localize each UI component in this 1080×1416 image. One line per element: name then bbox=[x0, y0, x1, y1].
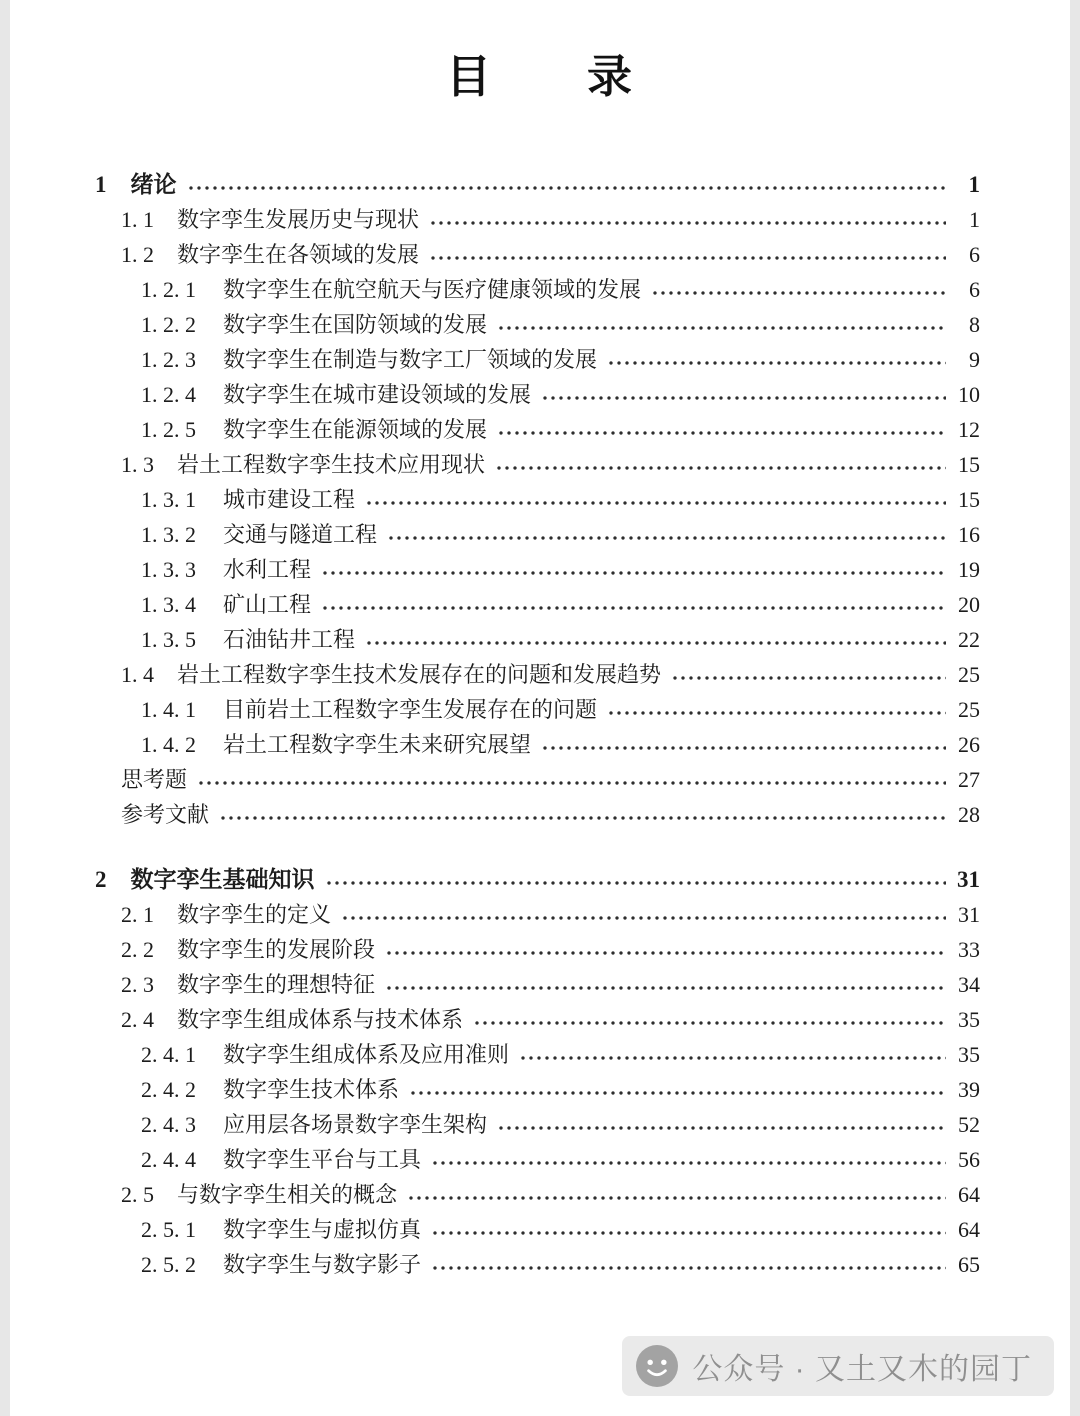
entry-title: 应用层各场景数字孪生架构 bbox=[223, 1112, 488, 1137]
entry-number: 2. 2 bbox=[121, 937, 154, 962]
entry-title: 思考题 bbox=[121, 767, 188, 792]
entry-title: 数字孪生在国防领域的发展 bbox=[223, 312, 488, 337]
document-page bbox=[10, 0, 1070, 1416]
entry-number: 2. 4. 1 bbox=[141, 1042, 196, 1067]
entry-title: 数字孪生的发展阶段 bbox=[177, 937, 376, 962]
dot-leader bbox=[321, 605, 946, 611]
entry-title: 交通与隧道工程 bbox=[223, 522, 378, 547]
toc-entry bbox=[95, 307, 980, 342]
entry-title: 岩土工程数字孪生技术发展存在的问题和发展趋势 bbox=[177, 662, 662, 687]
toc-entry bbox=[95, 237, 980, 272]
entry-title: 数字孪生基础知识 bbox=[130, 867, 315, 892]
dot-leader bbox=[431, 1265, 946, 1271]
entry-number: 1. 4. 1 bbox=[141, 697, 196, 722]
dot-leader bbox=[651, 290, 946, 296]
toc-entry bbox=[95, 692, 980, 727]
entry-page-number: 39 bbox=[958, 1077, 980, 1102]
toc-entry bbox=[95, 552, 980, 587]
toc-entry bbox=[95, 622, 980, 657]
entry-number: 1. 3. 4 bbox=[141, 592, 196, 617]
entry-number: 1. 3. 1 bbox=[141, 487, 196, 512]
entry-title: 数字孪生在能源领域的发展 bbox=[223, 417, 488, 442]
entry-title: 数字孪生发展历史与现状 bbox=[177, 207, 420, 232]
toc-entry bbox=[95, 1177, 980, 1212]
entry-page-number: 15 bbox=[958, 487, 980, 512]
entry-page-number: 56 bbox=[958, 1147, 980, 1172]
entry-number: 1. 2. 1 bbox=[141, 277, 196, 302]
entry-page-number: 6 bbox=[969, 277, 980, 302]
toc-entry bbox=[95, 862, 980, 897]
toc-entry bbox=[95, 412, 980, 447]
entry-page-number: 22 bbox=[958, 627, 980, 652]
dot-leader bbox=[607, 360, 946, 366]
entry-page-number: 1 bbox=[969, 207, 980, 232]
dot-leader bbox=[219, 815, 946, 821]
entry-number: 2. 4. 3 bbox=[141, 1112, 196, 1137]
entry-page-number: 28 bbox=[958, 802, 980, 827]
toc-list bbox=[10, 105, 1070, 1282]
dot-leader bbox=[497, 430, 946, 436]
entry-page-number: 19 bbox=[958, 557, 980, 582]
entry-page-number: 12 bbox=[958, 417, 980, 442]
entry-number: 1. 1 bbox=[121, 207, 154, 232]
page-title: 目 录 bbox=[445, 52, 634, 102]
entry-number: 2. 5. 2 bbox=[141, 1252, 196, 1277]
dot-leader bbox=[385, 950, 946, 956]
entry-page-number: 64 bbox=[958, 1217, 980, 1242]
entry-number: 1. 4 bbox=[121, 662, 154, 687]
toc-entry bbox=[95, 967, 980, 1002]
entry-title: 参考文献 bbox=[121, 802, 210, 827]
entry-number: 2. 4 bbox=[121, 1007, 154, 1032]
entry-page-number: 9 bbox=[969, 347, 980, 372]
dot-leader bbox=[429, 255, 946, 261]
toc-entry bbox=[95, 1142, 980, 1177]
toc-entry bbox=[95, 587, 980, 622]
toc-entry bbox=[95, 1107, 980, 1142]
dot-leader bbox=[341, 915, 946, 921]
toc-entry bbox=[95, 657, 980, 692]
toc-entry bbox=[95, 167, 980, 202]
dot-leader bbox=[197, 780, 946, 786]
toc-entry bbox=[95, 1072, 980, 1107]
dot-leader bbox=[671, 675, 946, 681]
dot-leader bbox=[541, 745, 946, 751]
toc-entry bbox=[95, 517, 980, 552]
watermark bbox=[622, 1336, 1054, 1396]
entry-number: 2. 5. 1 bbox=[141, 1217, 196, 1242]
entry-number: 2 bbox=[95, 867, 107, 892]
entry-page-number: 33 bbox=[958, 937, 980, 962]
toc-entry bbox=[95, 342, 980, 377]
entry-number: 1. 2. 5 bbox=[141, 417, 196, 442]
entry-title: 数字孪生在航空航天与医疗健康领域的发展 bbox=[223, 277, 642, 302]
entry-title: 数字孪生组成体系与技术体系 bbox=[177, 1007, 464, 1032]
entry-page-number: 8 bbox=[969, 312, 980, 337]
entry-number: 1. 2 bbox=[121, 242, 154, 267]
toc-entry bbox=[95, 727, 980, 762]
entry-number: 2. 4. 4 bbox=[141, 1147, 196, 1172]
dot-leader bbox=[607, 710, 946, 716]
entry-title: 矿山工程 bbox=[223, 592, 312, 617]
dot-leader bbox=[473, 1020, 946, 1026]
entry-number: 1. 2. 3 bbox=[141, 347, 196, 372]
watermark-text: 公众号 · 又土又木的园丁 bbox=[692, 1353, 1032, 1386]
entry-title: 数字孪生在制造与数字工厂领域的发展 bbox=[223, 347, 598, 372]
dot-leader bbox=[429, 220, 946, 226]
dot-leader bbox=[541, 395, 946, 401]
entry-title: 水利工程 bbox=[223, 557, 312, 582]
entry-page-number: 20 bbox=[958, 592, 980, 617]
entry-title: 与数字孪生相关的概念 bbox=[177, 1182, 398, 1207]
entry-number: 1. 3. 3 bbox=[141, 557, 196, 582]
entry-number: 1. 3 bbox=[121, 452, 154, 477]
entry-title: 数字孪生技术体系 bbox=[223, 1077, 400, 1102]
entry-title: 数字孪生与虚拟仿真 bbox=[223, 1217, 422, 1242]
entry-page-number: 35 bbox=[958, 1007, 980, 1032]
entry-title: 绪论 bbox=[130, 172, 177, 197]
entry-title: 目前岩土工程数字孪生发展存在的问题 bbox=[223, 697, 598, 722]
entry-number: 1. 3. 2 bbox=[141, 522, 196, 547]
wechat-official-account-icon bbox=[636, 1345, 678, 1387]
entry-page-number: 10 bbox=[958, 382, 980, 407]
entry-title: 数字孪生在城市建设领域的发展 bbox=[223, 382, 532, 407]
entry-title: 城市建设工程 bbox=[223, 487, 356, 512]
toc-entry bbox=[95, 377, 980, 412]
entry-number: 1 bbox=[95, 172, 107, 197]
entry-page-number: 6 bbox=[969, 242, 980, 267]
entry-page-number: 15 bbox=[958, 452, 980, 477]
dot-leader bbox=[365, 500, 946, 506]
entry-page-number: 31 bbox=[958, 902, 980, 927]
entry-number: 2. 4. 2 bbox=[141, 1077, 196, 1102]
entry-page-number: 16 bbox=[958, 522, 980, 547]
dot-leader bbox=[385, 985, 946, 991]
dot-leader bbox=[365, 640, 946, 646]
dot-leader bbox=[321, 570, 946, 576]
entry-title: 数字孪生组成体系及应用准则 bbox=[223, 1042, 510, 1067]
dot-leader bbox=[431, 1160, 946, 1166]
dot-leader bbox=[409, 1090, 946, 1096]
entry-number: 1. 4. 2 bbox=[141, 732, 196, 757]
entry-page-number: 65 bbox=[958, 1252, 980, 1277]
entry-page-number: 52 bbox=[958, 1112, 980, 1137]
entry-number: 1. 2. 2 bbox=[141, 312, 196, 337]
entry-page-number: 25 bbox=[958, 697, 980, 722]
toc-entry bbox=[95, 1037, 980, 1072]
dot-leader bbox=[431, 1230, 946, 1236]
entry-title: 岩土工程数字孪生技术应用现状 bbox=[177, 452, 486, 477]
entry-number: 1. 3. 5 bbox=[141, 627, 196, 652]
entry-page-number: 31 bbox=[957, 867, 980, 892]
toc-entry bbox=[95, 272, 980, 307]
entry-page-number: 34 bbox=[958, 972, 980, 997]
dot-leader bbox=[497, 1125, 946, 1131]
toc-entry bbox=[95, 482, 980, 517]
dot-leader bbox=[497, 325, 946, 331]
dot-leader bbox=[495, 465, 946, 471]
entry-number: 2. 5 bbox=[121, 1182, 154, 1207]
entry-page-number: 26 bbox=[958, 732, 980, 757]
toc-entry bbox=[95, 1247, 980, 1282]
toc-entry bbox=[95, 932, 980, 967]
dot-leader bbox=[187, 185, 947, 191]
toc-entry bbox=[95, 1212, 980, 1247]
entry-title: 石油钻井工程 bbox=[223, 627, 356, 652]
entry-page-number: 1 bbox=[968, 172, 980, 197]
dot-leader bbox=[407, 1195, 946, 1201]
toc-entry bbox=[95, 1002, 980, 1037]
entry-number: 2. 3 bbox=[121, 972, 154, 997]
entry-page-number: 27 bbox=[958, 767, 980, 792]
entry-title: 岩土工程数字孪生未来研究展望 bbox=[223, 732, 532, 757]
toc-entry bbox=[95, 447, 980, 482]
entry-title: 数字孪生的定义 bbox=[177, 902, 332, 927]
dot-leader bbox=[325, 880, 947, 886]
toc-entry bbox=[95, 797, 980, 832]
entry-title: 数字孪生与数字影子 bbox=[223, 1252, 422, 1277]
entry-page-number: 35 bbox=[958, 1042, 980, 1067]
entry-page-number: 25 bbox=[958, 662, 980, 687]
entry-number: 2. 1 bbox=[121, 902, 154, 927]
entry-title: 数字孪生的理想特征 bbox=[177, 972, 376, 997]
entry-page-number: 64 bbox=[958, 1182, 980, 1207]
entry-title: 数字孪生平台与工具 bbox=[223, 1147, 422, 1172]
toc-entry bbox=[95, 202, 980, 237]
entry-number: 1. 2. 4 bbox=[141, 382, 196, 407]
dot-leader bbox=[387, 535, 946, 541]
dot-leader bbox=[519, 1055, 946, 1061]
entry-title: 数字孪生在各领域的发展 bbox=[177, 242, 420, 267]
toc-entry bbox=[95, 762, 980, 797]
toc-entry bbox=[95, 897, 980, 932]
